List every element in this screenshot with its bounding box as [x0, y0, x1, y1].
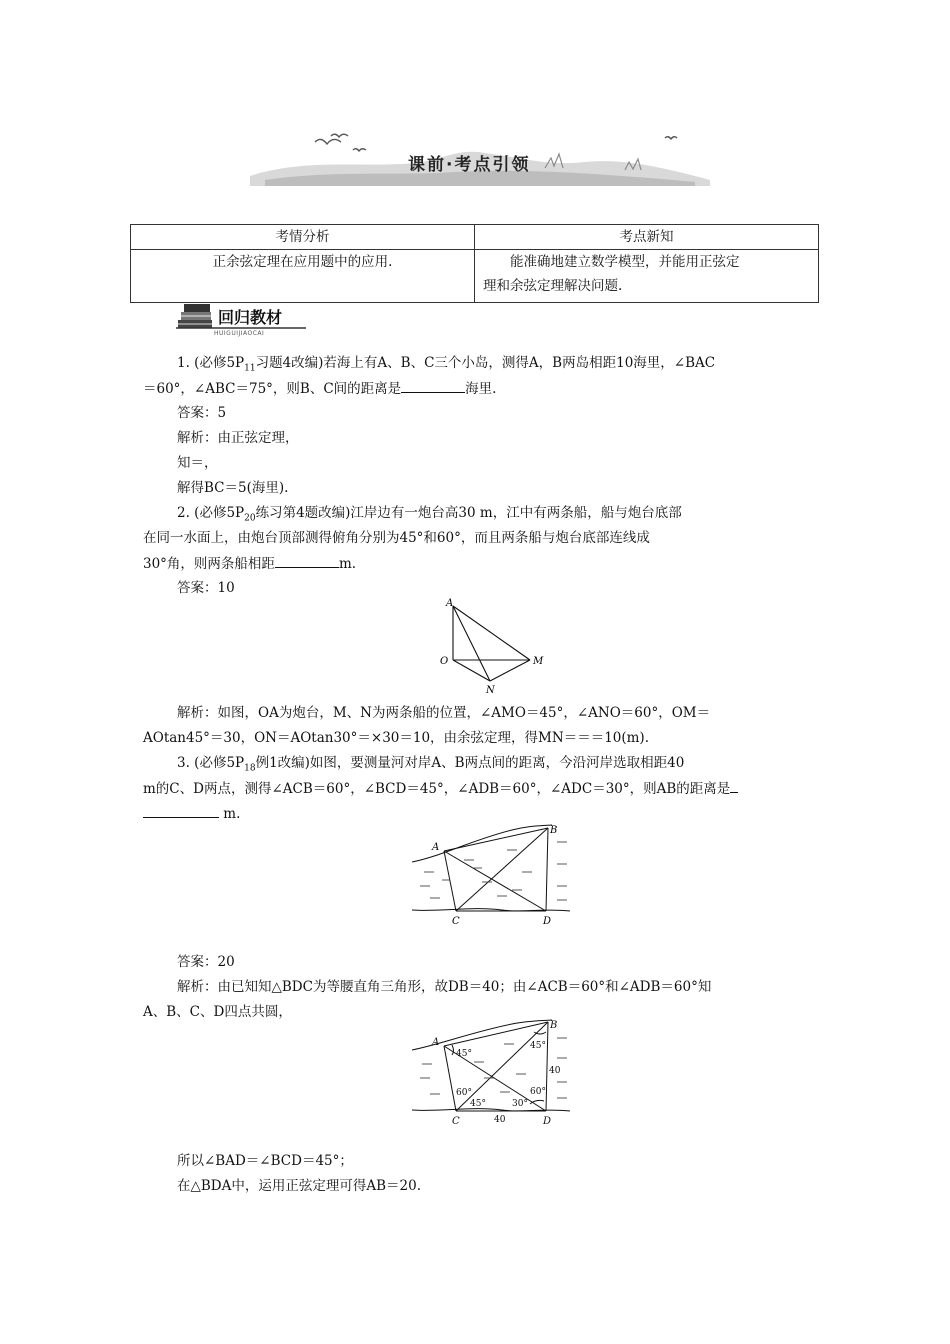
problem-2-line-2: 在同一水面上，由炮台顶部测得俯角分别为45°和60°，而且两条船与炮台底部连线成 [143, 530, 650, 546]
fig1-line-am [453, 606, 530, 660]
problem-2-answer: 答案：10 [177, 580, 235, 596]
fig2-label-b: B [550, 825, 558, 836]
figure-river-angles [412, 1018, 570, 1130]
fig3-length-bd: 40 [549, 1066, 561, 1076]
answer-blank[interactable] [143, 803, 219, 818]
fig1-label-n: N [486, 685, 495, 696]
fig3-angle-bad: 45° [456, 1049, 472, 1059]
answer-blank[interactable] [730, 778, 738, 793]
bird-icon [315, 134, 677, 151]
section-subtitle: HUIGUIJIAOCAI [214, 330, 265, 337]
problem-3-solution-4: 在△BDA中，运用正弦定理可得AB＝20. [177, 1178, 422, 1194]
fig3-label-a: A [432, 1037, 440, 1048]
fig1-line-mn [490, 660, 530, 681]
problem-3-solution-1: 解析：由已知知△BDC为等腰直角三角形，故DB＝40；由∠ACB＝60°和∠ADB＝60°知 [177, 979, 712, 995]
figure-river-points [412, 820, 570, 928]
table-cell-line: 理和余弦定理解决问题. [483, 278, 623, 294]
problem-1-line-2: ＝60°，∠ABC＝75°，则B、C间的距离是 海里. [143, 378, 496, 399]
problem-2-solution-1: 解析：如图，OA为炮台，M、N为两条船的位置，∠AMO＝45°，∠ANO＝60°，OM＝ [177, 705, 711, 721]
problem-3-line-2: m的C、D两点，测得∠ACB＝60°，∠BCD＝45°，∠ADB＝60°，∠ADC＝30°，则AB的距离是 [143, 778, 738, 799]
fig2-label-a: A [432, 842, 440, 853]
problem-1-answer: 答案：5 [177, 405, 227, 421]
topic-table [130, 224, 819, 303]
table-cell-analysis: 正余弦定理在应用题中的应用. [131, 250, 475, 303]
fig1-label-o: O [440, 656, 449, 667]
table-header-new-knowledge: 考点新知 [475, 225, 819, 250]
figure-fort-ships [430, 596, 550, 698]
answer-blank[interactable] [401, 378, 465, 393]
answer-blank[interactable] [275, 553, 339, 568]
problem-1-solution-2: 知＝， [177, 455, 218, 471]
problem-3-solution-3: 所以∠BAD＝∠BCD＝45°； [177, 1153, 353, 1169]
fig3-label-b: B [550, 1020, 558, 1031]
problem-2-solution-2: AOtan45°＝30，ON＝AOtan30°＝×30＝10，由余弦定理，得MN＝＝＝10(m). [143, 730, 649, 746]
problem-1-line-1: 1. (必修$5P_{11}$习题4改编)若海上有A、B、C三个小岛，测得A，B两岛相距10海里，∠BAC [177, 355, 716, 374]
section-title: 回归教材 [218, 308, 283, 327]
problem-1-solution-3: 解得BC＝5(海里). [177, 480, 289, 496]
table-cell-new-knowledge [475, 250, 819, 303]
page-title: 课前·考点引领 [408, 155, 531, 175]
fig3-angle-adc: 30° [512, 1099, 528, 1109]
fig1-line-an [453, 606, 490, 681]
fig3-label-c: C [452, 1116, 460, 1127]
fig3-angle-acb: 60° [456, 1088, 472, 1098]
problem-3-answer: 答案：20 [177, 954, 235, 970]
fig3-angle-bcd: 45° [470, 1099, 486, 1109]
fig3-length-cd: 40 [494, 1115, 506, 1125]
table-header-analysis: 考情分析 [131, 225, 475, 250]
fig3-label-d: D [543, 1116, 552, 1127]
problem-2-line-1: 2. (必修$5P_{20}$练习第4题改编)江岸边有一炮台高30 m，江中有两条船，船与炮台底部 [177, 505, 682, 524]
problem-3-line-1: 3. (必修$5P_{18}$例1改编)如图，要测量河对岸A、B两点间的距离，今沿河岸选取相距40 [177, 755, 685, 774]
fig1-label-m: M [533, 656, 544, 667]
fig2-label-d: D [543, 916, 552, 927]
table-cell-line: 能准确地建立数学模型，并能用正弦定 [510, 254, 740, 270]
fig3-angle-adb: 60° [530, 1087, 546, 1097]
problem-2-line-3: 30°角，则两条船相距 m. [143, 553, 356, 574]
fig1-label-a: A [446, 598, 454, 609]
problem-3-line-3: m. [143, 803, 240, 824]
section-underline [176, 326, 306, 330]
problem-3-solution-2: A、B、C、D四点共圆， [143, 1004, 292, 1020]
problem-1-solution-1: 解析：由正弦定理， [177, 430, 299, 446]
fig2-label-c: C [452, 916, 460, 927]
fig3-angle-dbc: 45° [530, 1041, 546, 1051]
